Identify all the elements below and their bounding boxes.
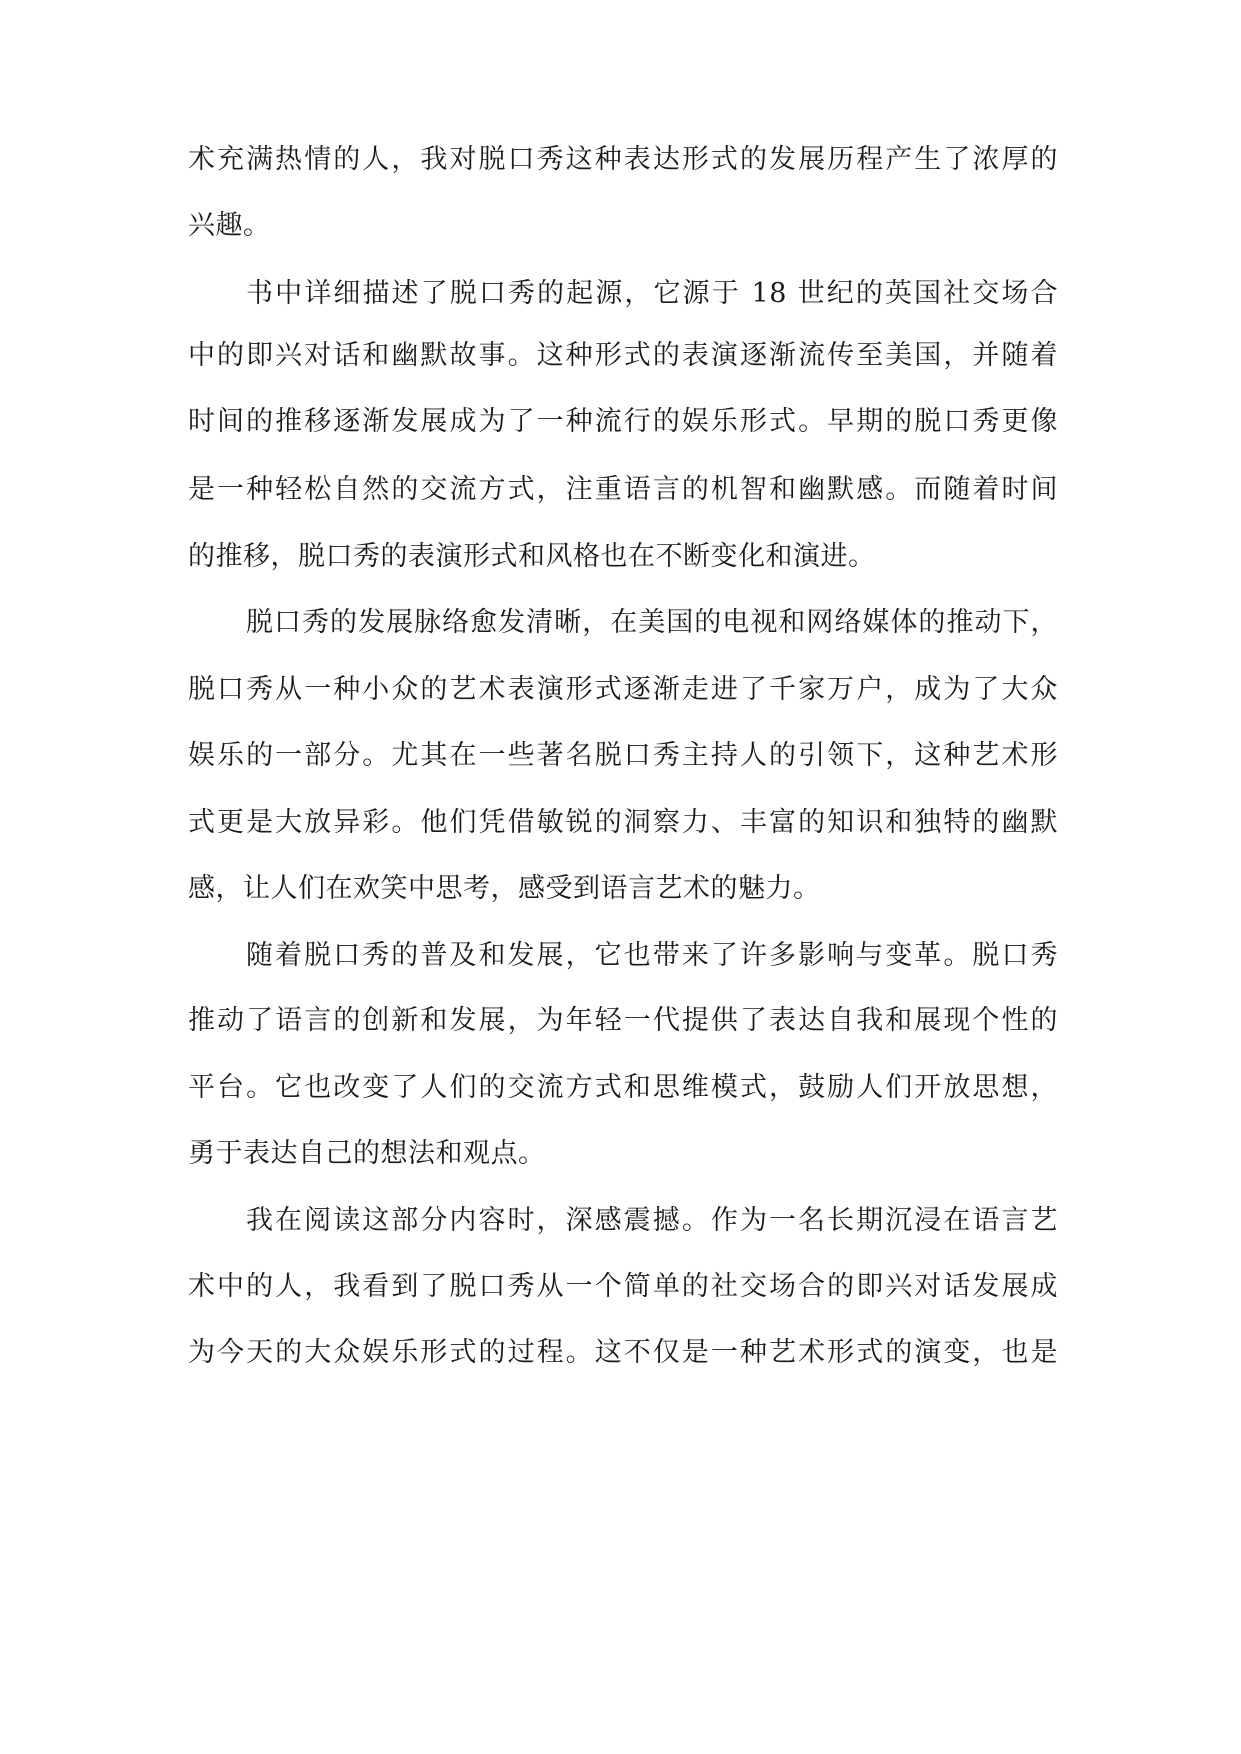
text-line: 兴趣。 [188,210,271,241]
text-line: 术充满热情的人，我对脱口秀这种表达形式的发展历程产生了浓厚的 [188,144,1058,175]
paragraph-first-line: 书中详细描述了脱口秀的起源，它源于 18 世纪的英国社交场合 [246,278,1058,309]
text-line: 推动了语言的创新和发展，为年轻一代提供了表达自我和展现个性的 [188,1005,1058,1036]
text-line: 勇于表达自己的想法和观点。 [188,1138,546,1169]
paragraph-first-line: 脱口秀的发展脉络愈发清晰，在美国的电视和网络媒体的推动下， [246,607,1058,638]
text-line: 平台。它也改变了人们的交流方式和思维模式，鼓励人们开放思想， [188,1072,1058,1103]
text-line: 中的即兴对话和幽默故事。这种形式的表演逐渐流传至美国，并随着 [188,340,1058,371]
paragraph-first-line: 我在阅读这部分内容时，深感震撼。作为一名长期沉浸在语言艺 [246,1205,1058,1236]
text-line: 脱口秀从一种小众的艺术表演形式逐渐走进了千家万户，成为了大众 [188,674,1058,705]
text-line: 为今天的大众娱乐形式的过程。这不仅是一种艺术形式的演变，也是 [188,1337,1058,1368]
text-line: 娱乐的一部分。尤其在一些著名脱口秀主持人的引领下，这种艺术形 [188,740,1058,771]
text-line: 是一种轻松自然的交流方式，注重语言的机智和幽默感。而随着时间 [188,474,1058,505]
text-line: 时间的推移逐渐发展成为了一种流行的娱乐形式。早期的脱口秀更像 [188,406,1058,437]
paragraph-first-line: 随着脱口秀的普及和发展，它也带来了许多影响与变革。脱口秀 [246,940,1058,971]
text-line: 式更是大放异彩。他们凭借敏锐的洞察力、丰富的知识和独特的幽默 [188,807,1058,838]
text-line: 感，让人们在欢笑中思考，感受到语言艺术的魅力。 [188,873,821,904]
text-line: 术中的人，我看到了脱口秀从一个简单的社交场合的即兴对话发展成 [188,1271,1058,1302]
text-line: 的推移，脱口秀的表演形式和风格也在不断变化和演进。 [188,541,876,572]
